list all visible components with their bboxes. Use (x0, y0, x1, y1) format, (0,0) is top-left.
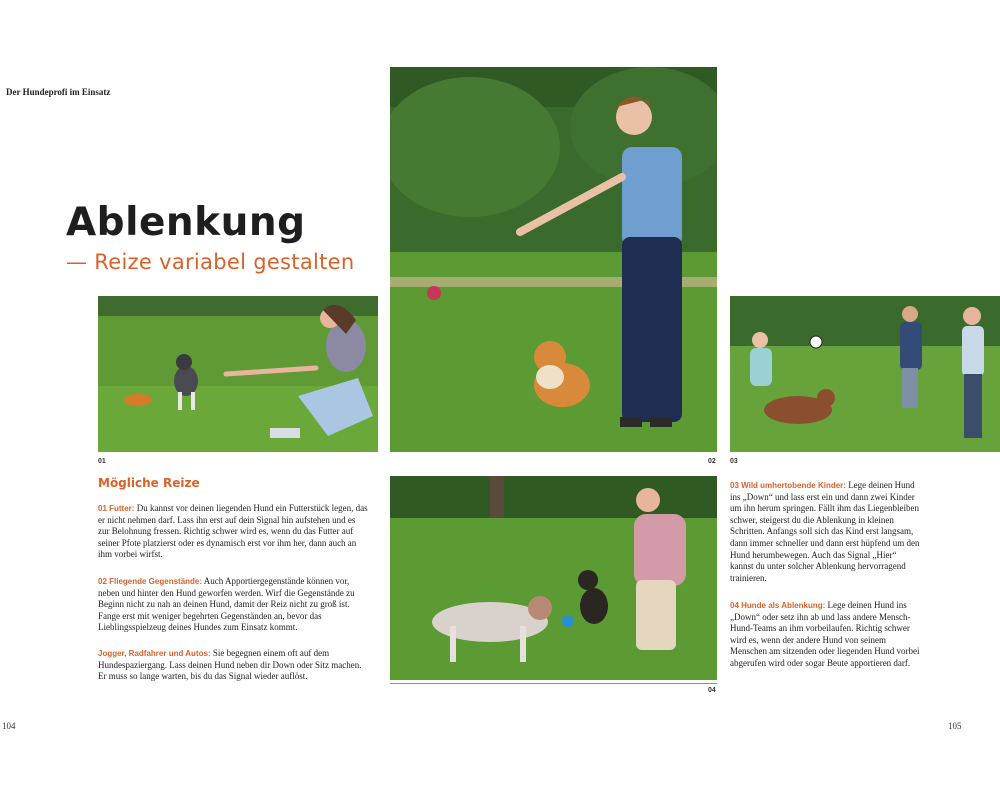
page-subtitle: — Reize variabel gestalten (66, 250, 355, 274)
page-number-left: 104 (2, 721, 16, 731)
photo-02 (390, 67, 717, 452)
photo-04 (390, 476, 717, 680)
photo-01-illustration (98, 296, 378, 452)
paragraph-kinder (730, 480, 920, 584)
photo-03-illustration (730, 296, 1000, 452)
paragraph-text: Lege deinen Hund ins „Down“ und lass erst ein und dann zwei Kinder um ihn herum springen. Fällt ihm das Liegenbleiben schwer, steigerst du die Ablenkung in kleinen Schritten. Anfangs soll sich das Kind erst langsam, dann immer schneller und dann erst hüpfend um den Hund herumbewegen. Auch das Signal „Hier“ kannst du unter solcher Ablenkung hervorragend trainieren. (730, 480, 920, 583)
paragraph-lead: 03 Wild umhertobende Kinder: (730, 481, 846, 490)
page-title: Ablenkung (66, 200, 306, 245)
photo-04-rule (390, 683, 717, 684)
caption-03: 03 (730, 458, 738, 465)
paragraph-lead: 02 Fliegende Gegenstände: (98, 577, 203, 586)
photo-02-illustration (390, 67, 717, 452)
paragraph-lead: 01 Futter: (98, 504, 135, 513)
paragraph-lead: 04 Hunde als Ablenkung: (730, 601, 826, 610)
photo-01 (98, 296, 378, 452)
caption-02: 02 (708, 458, 716, 465)
paragraph-fliegende-gegenstaende (98, 576, 368, 634)
paragraph-text: Du kannst vor deinen liegenden Hund ein Futterstück legen, das er nicht nehmen darf. Lass ihn erst auf dein Signal hin aufstehen und es zur Belohnung fressen. Richtig schwer wird es, wenn du das Futter auf seiner Pfote platzierst oder es dynamisch erst vor ihm her, dann auch an ihm vorbei wirfst. (98, 503, 368, 560)
photo-03 (730, 296, 1000, 452)
paragraph-lead: Jogger, Radfahrer und Autos: (98, 649, 211, 658)
section-title: Mögliche Reize (98, 476, 200, 490)
paragraph-text: Lege deinen Hund ins „Down“ oder setz ihn ab und lass andere Mensch-Hund-Teams an ihm vorbeilaufen. Richtig schwer wird es, wenn der andere Hund von seinem Menschen am sitzenden oder liegenden Hund vorbei abgerufen wird oder sogar Beute apportieren darf. (730, 600, 920, 668)
caption-04: 04 (708, 687, 716, 694)
page-number-right: 105 (948, 721, 962, 731)
paragraph-hunde (730, 600, 920, 670)
running-head: Der Hundeprofi im Einsatz (6, 87, 111, 97)
paragraph-jogger (98, 648, 368, 683)
paragraph-text: Sie begegnen einem oft auf dem Hundespaziergang. Lass deinen Hund neben dir Down oder Sitz machen. Er muss so lange warten, bis du das Signal wieder auflöst. (98, 648, 362, 682)
caption-01: 01 (98, 458, 106, 465)
paragraph-futter (98, 503, 368, 561)
paragraph-text: Auch Apportiergegenstände können vor, neben und hinter den Hund geworfen werden. Wirf die Gegenstände zu Beginn nicht zu nah an deinen Hund, damit der Reiz nicht zu groß ist. Fange erst mit weniger begehrten Gegenständen an, bevor das Lieblingsspielzeug deines Hundes zum Einsatz kommt. (98, 576, 355, 633)
photo-04-illustration (390, 476, 717, 680)
